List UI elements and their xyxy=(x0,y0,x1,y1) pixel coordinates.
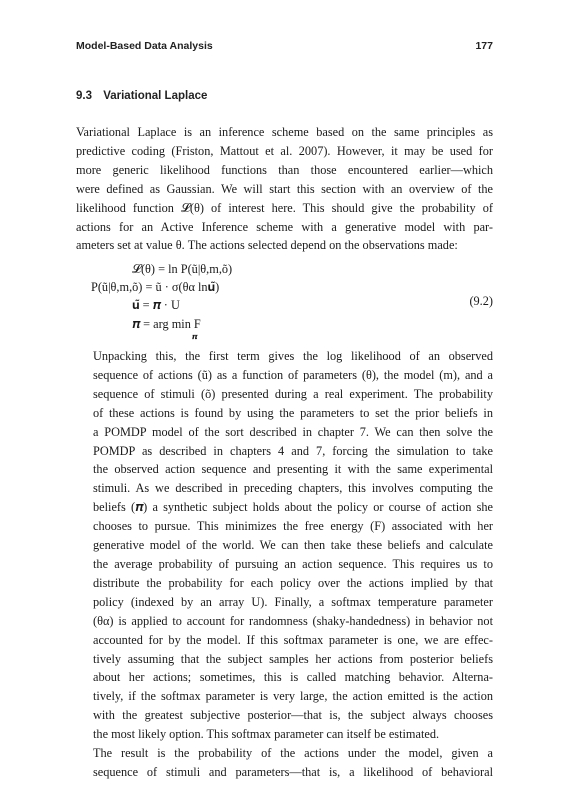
paragraph-line: ameters set at value θ. The actions selected depend on the observations made: xyxy=(76,238,458,253)
paragraph-line: accounted for by the model. If this softmax parameter is one, we are effec- xyxy=(93,632,493,647)
paragraph-line: Unpacking this, the first term gives the log likelihood of an observed xyxy=(93,349,493,363)
section-number: 9.3 xyxy=(76,90,92,102)
paragraph-line: sequence of actions (ũ) as a function of parameters (θ), the model (m), and a xyxy=(93,367,493,382)
paragraph-line: of these actions is found by using the parameters to set the prior beliefs in xyxy=(93,405,493,420)
paragraph-line: more generic likelihood functions than those encountered earlier—which xyxy=(76,162,493,177)
paragraph-line: generative model of the world. We can then take these beliefs and calculate xyxy=(93,538,493,553)
paragraph-line: predictive coding (Friston, Mattout et al. 2007). However, it may be used for xyxy=(76,143,493,158)
paragraph-line: a POMDP model of the sort described in chapter 7. We can then solve the xyxy=(93,424,493,439)
paragraph-line: (θα) is applied to account for randomness (shaky-handedness) in behavior not xyxy=(93,613,493,628)
paragraph-line: the observed action sequence and presenting it with the same experimental xyxy=(93,462,493,477)
equation-number: (9.2) xyxy=(469,294,493,308)
equation-line-1: 𝓛(θ) = ln P(ũ|θ,m,õ) xyxy=(132,262,233,276)
page-number: 177 xyxy=(475,40,493,52)
paragraph-line: POMDP as described in chapters 4 and 7, forcing the simulation to take xyxy=(93,443,493,458)
paragraph-line: stimuli. As we described in preceding chapters, this involves computing the xyxy=(93,481,493,496)
paragraph-line: tively assuming that the subject samples her actions from posterior beliefs xyxy=(93,651,493,666)
equation-line-3: 𝐮̃ = 𝝅 · U xyxy=(132,298,180,312)
paragraph-line: the most likely option. This softmax parameter can itself be estimated. xyxy=(93,727,440,742)
paragraph-line: sequence of stimuli (õ) presented during a real experiment. The probability xyxy=(93,386,493,401)
paragraph-line: policy (indexed by an array U). Finally, a softmax temperature parameter xyxy=(93,594,493,609)
paragraph-line: sequence of stimuli and parameters—that is, a likelihood of behavioral xyxy=(93,764,493,779)
running-head xyxy=(76,40,493,52)
equation-line-2: P(ũ|θ,m,õ) = ũ · σ(θα ln𝐮̃) xyxy=(91,280,220,294)
paragraph-line: distribute the probability for each policy over the actions implied by that xyxy=(93,575,493,590)
paragraph-line: beliefs (𝝅) a synthetic subject holds about the policy or course of action she xyxy=(93,500,493,515)
argmin-subscript: 𝝅 xyxy=(192,332,198,341)
paragraph-line: about her actions; sometimes, this is called matching behavior. Alterna- xyxy=(93,670,493,685)
paragraph-line: actions for an Active Inference scheme with a generative model with par- xyxy=(76,219,493,234)
paragraph-line: likelihood function 𝓛(θ) of interest here. This should give the probability of xyxy=(76,200,493,215)
paragraph-line: The result is the probability of the actions under the model, given a xyxy=(93,746,493,760)
running-title: Model-Based Data Analysis xyxy=(76,40,213,52)
paragraph-line: with the greatest subjective posterior—that is, the subject always chooses xyxy=(93,708,493,723)
equation-line-4: 𝝅 = arg min F xyxy=(132,317,201,331)
paragraph-line: chooses to pursue. This minimizes the free energy (F) associated with her xyxy=(93,519,493,534)
paragraph-unpacking xyxy=(76,347,493,744)
section-title: Variational Laplace xyxy=(103,90,208,102)
paragraph-line: were defined as Gaussian. We will start this section with an overview of the xyxy=(76,181,493,196)
paragraph-intro xyxy=(76,123,493,255)
equation-block xyxy=(76,262,493,342)
paragraph-result xyxy=(76,744,493,782)
paragraph-line: tively, if the softmax parameter is very large, the action emitted is the action xyxy=(93,689,493,704)
paragraph-line: the average probability of pursuing an action sequence. This requires us to xyxy=(93,556,493,571)
paragraph-line: Variational Laplace is an inference scheme based on the same principles as xyxy=(76,125,493,139)
section-heading xyxy=(76,90,207,102)
